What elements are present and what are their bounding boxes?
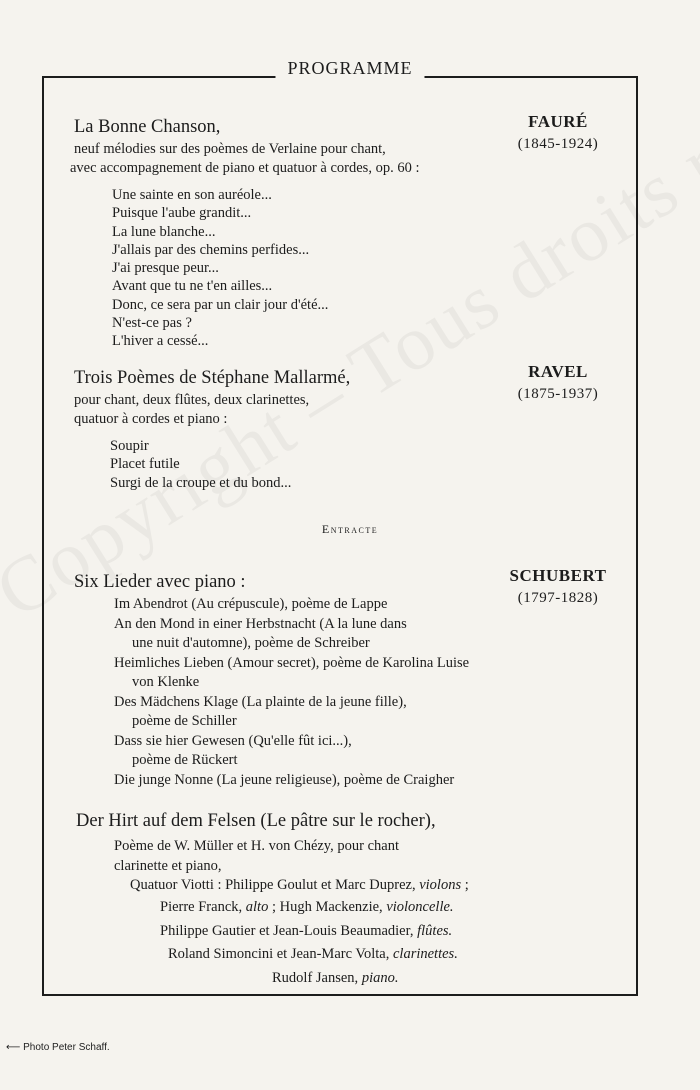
lied-item bbox=[114, 615, 620, 653]
lied-item bbox=[114, 732, 620, 770]
work-title: Six Lieder avec piano : bbox=[74, 572, 246, 592]
instrument-label: flûtes. bbox=[417, 923, 453, 939]
performer-text: Roland Simoncini et Jean-Marc Volta, bbox=[168, 946, 390, 962]
work-subtitle bbox=[74, 391, 620, 429]
song-item: Puisque l'aube grandit... bbox=[112, 205, 252, 222]
lied-line: Dass sie hier Gewesen (Qu'elle fût ici...), bbox=[114, 733, 352, 749]
work-title: Der Hirt auf dem Felsen (Le pâtre sur le rocher), bbox=[76, 811, 436, 831]
lied-item bbox=[114, 595, 620, 614]
performers-alto-cello bbox=[160, 896, 454, 919]
instrument-label: alto bbox=[245, 899, 269, 915]
instrument-label: violons bbox=[419, 877, 462, 893]
song-list bbox=[112, 186, 620, 351]
composer-dates: (1845-1924) bbox=[517, 136, 599, 152]
lied-item bbox=[114, 771, 620, 790]
song-item: La lune blanche... bbox=[112, 223, 216, 240]
song-item: Surgi de la croupe et du bond... bbox=[110, 474, 292, 491]
lied-line: Des Mädchens Klage (La plainte de la jeune fille), bbox=[114, 694, 407, 710]
composer-name: FAURÉ bbox=[528, 112, 588, 131]
lied-line-continued: poème de Rückert bbox=[132, 752, 238, 768]
entracte-label: Entracte bbox=[321, 522, 379, 536]
work-bonne-chanson bbox=[70, 116, 620, 351]
instrument-label: piano. bbox=[361, 970, 399, 986]
lied-line: An den Mond in einer Herbstnacht (A la lune dans bbox=[114, 616, 407, 632]
lied-line-continued: une nuit d'automne), poème de Schreiber bbox=[132, 635, 370, 651]
performers-clarinettes bbox=[168, 943, 458, 966]
lied-line-continued: poème de Schiller bbox=[132, 713, 237, 729]
composer-dates: (1875-1937) bbox=[517, 386, 599, 402]
performer-text: Quatuor Viotti : Philippe Goulut et Marc Duprez, bbox=[130, 877, 416, 893]
page-title: PROGRAMME bbox=[275, 58, 424, 79]
song-item: Donc, ce sera par un clair jour d'été... bbox=[112, 296, 329, 313]
instrument-label: violoncelle. bbox=[386, 899, 454, 915]
song-item: Soupir bbox=[110, 438, 149, 454]
instrument-label: clarinettes. bbox=[392, 946, 458, 962]
lied-line-continued: von Klenke bbox=[132, 674, 200, 690]
work-hirt-auf-dem-felsen bbox=[76, 810, 640, 876]
lied-line: Heimliches Lieben (Amour secret), poème de Karolina Luise bbox=[114, 655, 470, 671]
work-trois-poemes bbox=[74, 367, 620, 492]
performers-flutes bbox=[160, 920, 452, 943]
song-item: Avant que tu ne t'en ailles... bbox=[112, 278, 273, 295]
song-list bbox=[110, 437, 620, 492]
song-item: Une sainte en son auréole... bbox=[112, 187, 272, 203]
composer-name: SCHUBERT bbox=[509, 566, 607, 585]
lied-line: Im Abendrot (Au crépuscule), poème de Lappe bbox=[114, 596, 388, 612]
performer-text: Philippe Gautier et Jean-Louis Beaumadier, bbox=[160, 923, 414, 939]
song-item: N'est-ce pas ? bbox=[112, 315, 192, 332]
subtitle-line: neuf mélodies sur des poèmes de Verlaine pour chant, bbox=[74, 141, 386, 157]
photo-credit-text: Photo Peter Schaff. bbox=[23, 1042, 110, 1053]
song-item: J'ai presque peur... bbox=[112, 260, 219, 277]
song-item: Placet futile bbox=[110, 456, 180, 473]
work-six-lieder bbox=[74, 571, 620, 791]
performers-piano bbox=[272, 967, 398, 990]
photo-credit bbox=[6, 1042, 110, 1053]
performer-text: Rudolf Jansen, bbox=[272, 970, 359, 986]
work-subtitle bbox=[114, 836, 640, 876]
composer-dates: (1797-1828) bbox=[517, 590, 599, 606]
composer-name: RAVEL bbox=[528, 362, 588, 381]
lied-item bbox=[114, 693, 620, 731]
lied-line: Die junge Nonne (La jeune religieuse), poème de Craigher bbox=[114, 772, 455, 788]
subtitle-line: avec accompagnement de piano et quatuor à cordes, op. 60 : bbox=[70, 160, 420, 176]
subtitle-line: pour chant, deux flûtes, deux clarinettes, bbox=[74, 392, 310, 408]
performers-quatuor: Quatuor Viotti : Philippe Goulut et Marc Duprez, violons ; bbox=[130, 877, 469, 893]
arrow-left-icon: ⟵ bbox=[6, 1042, 21, 1053]
song-item: L'hiver a cessé... bbox=[112, 333, 209, 350]
song-item: J'allais par des chemins perfides... bbox=[112, 241, 310, 258]
lied-item bbox=[114, 654, 620, 692]
subtitle-line: Poème de W. Müller et H. von Chézy, pour chant bbox=[114, 838, 399, 854]
work-title: La Bonne Chanson, bbox=[74, 117, 221, 137]
work-subtitle bbox=[70, 140, 620, 178]
performer-text: Pierre Franck, bbox=[160, 899, 243, 915]
subtitle-line: clarinette et piano, bbox=[114, 858, 222, 874]
subtitle-line: quatuor à cordes et piano : bbox=[74, 411, 228, 427]
performer-text: ; Hugh Mackenzie, bbox=[271, 899, 383, 915]
work-title: Trois Poèmes de Stéphane Mallarmé, bbox=[74, 368, 351, 388]
